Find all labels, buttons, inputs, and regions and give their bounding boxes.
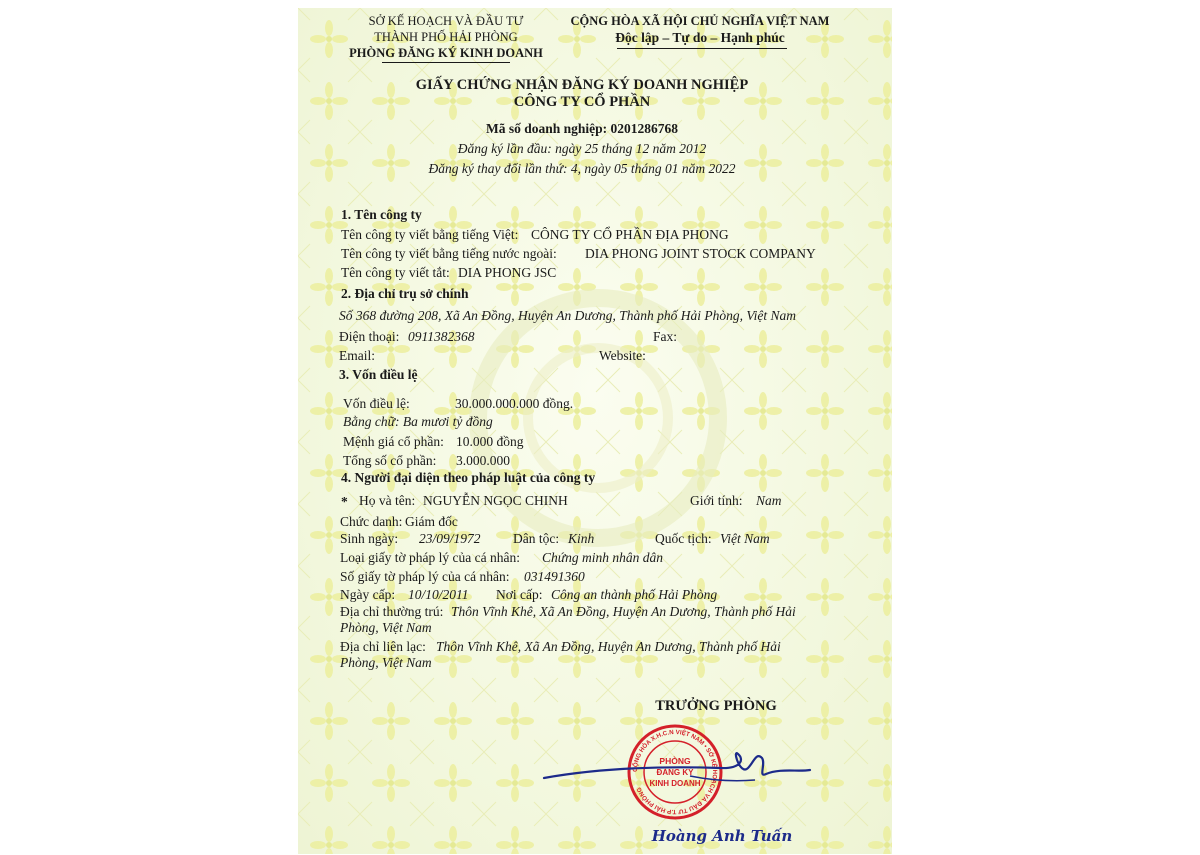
- issue-date-value: 10/10/2011: [408, 587, 469, 602]
- change-registration: Đăng ký thay đổi lần thứ: 4, ngày 05 tháng 01 năm 2022: [428, 161, 736, 176]
- rep-name-label: Họ và tên:: [359, 493, 416, 508]
- certificate-title: GIẤY CHỨNG NHẬN ĐĂNG KÝ DOANH NGHIỆP: [415, 77, 749, 93]
- agency-underline: [382, 62, 510, 63]
- seal-ring-text: CỘNG HÒA X.H.C.N VIỆT NAM • SỞ KẾ HOẠCH VÀ ĐẦU TƯ T.P HẢI PHÒNG: [631, 728, 719, 816]
- capital-in-words: Bằng chữ: Ba mươi tỷ đồng: [343, 414, 493, 429]
- par-value-label: Mệnh giá cổ phần:: [343, 434, 444, 449]
- rep-name-value: NGUYỄN NGỌC CHINH: [423, 493, 568, 508]
- foreign-name-value: DIA PHONG JOINT STOCK COMPANY: [585, 246, 816, 261]
- head-office-address: Số 368 đường 208, Xã An Đồng, Huyện An Dương, Thành phố Hải Phòng, Việt Nam: [339, 308, 796, 323]
- nationality-value: Việt Nam: [720, 531, 770, 546]
- agency-line-2: THÀNH PHỐ HẢI PHÒNG: [374, 30, 518, 44]
- ethnic-label: Dân tộc:: [513, 531, 560, 546]
- contact-address-label: Địa chỉ liên lạc:: [340, 639, 426, 654]
- agency-line-1: SỞ KẾ HOẠCH VÀ ĐẦU TƯ: [368, 14, 524, 28]
- phone-value: 0911382368: [408, 329, 475, 344]
- seal-center-line-2: ĐĂNG KÝ: [656, 768, 694, 777]
- signer-name: Hoàng Anh Tuấn: [651, 827, 793, 845]
- permanent-address-value-2: Phòng, Việt Nam: [340, 620, 432, 635]
- country-name: CỘNG HÒA XÃ HỘI CHỦ NGHĨA VIỆT NAM: [570, 14, 830, 28]
- id-number-label: Số giấy tờ pháp lý của cá nhân:: [340, 569, 510, 584]
- id-type-label: Loại giấy tờ pháp lý của cá nhân:: [340, 550, 520, 565]
- contact-address-value-2: Phòng, Việt Nam: [340, 655, 432, 670]
- section-1-heading: 1. Tên công ty: [341, 207, 422, 222]
- first-registration: Đăng ký lần đầu: ngày 25 tháng 12 năm 2012: [457, 141, 707, 156]
- capital-label: Vốn điều lệ:: [343, 396, 410, 411]
- agency-line-3: PHÒNG ĐĂNG KÝ KINH DOANH: [349, 46, 543, 60]
- representative-bullet: *: [341, 494, 348, 509]
- company-type: CÔNG TY CỔ PHẦN: [513, 94, 651, 110]
- issue-date-label: Ngày cấp:: [340, 587, 396, 602]
- dob-label: Sinh ngày:: [340, 531, 399, 546]
- fax-label: Fax:: [653, 329, 678, 344]
- id-type-value: Chứng minh nhân dân: [542, 550, 663, 565]
- permanent-address-value-1: Thôn Vĩnh Khê, Xã An Đồng, Huyện An Dương, Thành phố Hải: [451, 604, 796, 619]
- motto-underline: [617, 48, 787, 49]
- email-label: Email:: [339, 348, 375, 363]
- tax-code: Mã số doanh nghiệp: 0201286768: [485, 121, 679, 136]
- website-label: Website:: [599, 348, 646, 363]
- permanent-address-label: Địa chỉ thường trú:: [340, 604, 444, 619]
- national-motto: Độc lập – Tự do – Hạnh phúc: [615, 30, 785, 45]
- total-shares-label: Tổng số cổ phần:: [343, 453, 437, 468]
- nationality-label: Quốc tịch:: [655, 531, 712, 546]
- position-value: Giám đốc: [405, 514, 458, 529]
- position-label: Chức danh:: [340, 514, 403, 529]
- foreign-name-label: Tên công ty viết bằng tiếng nước ngoài:: [341, 246, 557, 261]
- vn-name-label: Tên công ty viết bằng tiếng Việt:: [341, 227, 519, 242]
- vn-name-value: CÔNG TY CỔ PHẦN ĐỊA PHONG: [531, 227, 729, 242]
- capital-value: 30.000.000.000 đồng.: [455, 396, 574, 411]
- phone-label: Điện thoại:: [339, 329, 400, 344]
- section-4-heading: 4. Người đại diện theo pháp luật của công ty: [341, 470, 596, 485]
- short-name-value: DIA PHONG JSC: [458, 265, 557, 280]
- seal-center-line-1: PHÒNG: [659, 756, 691, 766]
- contact-address-value-1: Thôn Vĩnh Khê, Xã An Đồng, Huyện An Dương, Thành phố Hải: [436, 639, 781, 654]
- handwritten-signature: [540, 738, 820, 798]
- total-shares-value: 3.000.000: [456, 453, 510, 468]
- section-2-heading: 2. Địa chỉ trụ sở chính: [341, 286, 469, 301]
- ethnic-value: Kinh: [568, 531, 595, 546]
- signer-role: TRƯỞNG PHÒNG: [655, 698, 777, 714]
- gender-value: Nam: [756, 493, 782, 508]
- short-name-label: Tên công ty viết tắt:: [341, 265, 450, 280]
- par-value: 10.000 đồng: [456, 434, 524, 449]
- section-3-heading: 3. Vốn điều lệ: [339, 367, 418, 382]
- issue-place-value: Công an thành phố Hải Phòng: [551, 587, 718, 602]
- id-number-value: 031491360: [524, 569, 585, 584]
- dob-value: 23/09/1972: [419, 531, 481, 546]
- seal-center-line-3: KINH DOANH: [649, 779, 701, 788]
- gender-label: Giới tính:: [690, 493, 743, 508]
- issue-place-label: Nơi cấp:: [496, 587, 543, 602]
